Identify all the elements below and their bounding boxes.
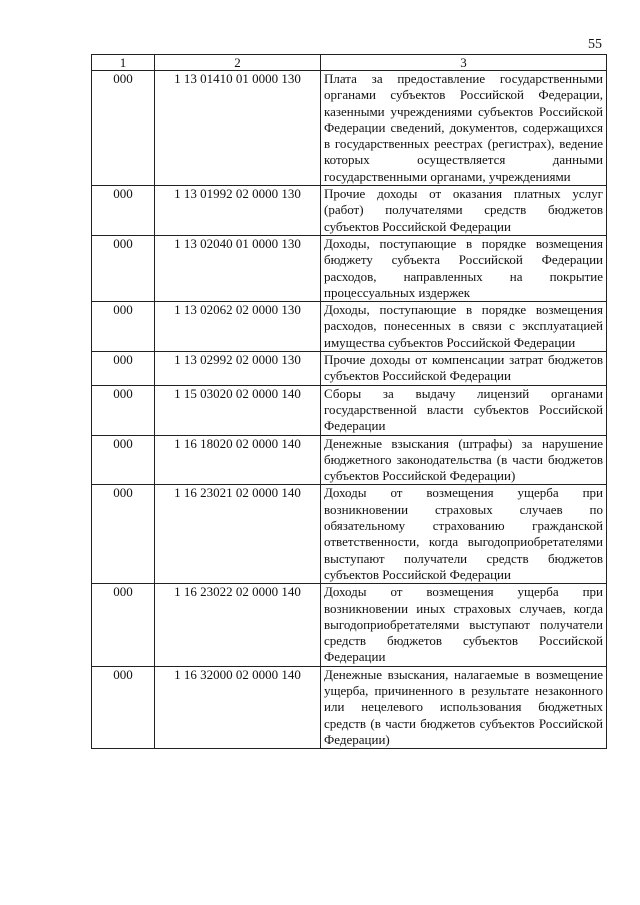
revenue-name-cell: Плата за предоставление государственными органами субъектов Российской Федерации, казенными учреждениями субъектов Российской Федерации сведений, документов, содержащихся в государственных реестрах (регистрах), ведение которых осуществляется данными государственными органами, учреждениями — [321, 71, 607, 186]
budget-revenue-table — [91, 54, 607, 749]
table-row — [92, 71, 607, 186]
header-col-1: 1 — [92, 55, 155, 71]
revenue-code-cell: 1 13 02040 01 0000 130 — [155, 235, 321, 301]
admin-code-cell: 000 — [92, 302, 155, 352]
table-row — [92, 235, 607, 301]
table-header-row — [92, 55, 607, 71]
table-row — [92, 666, 607, 748]
revenue-code-cell: 1 13 01992 02 0000 130 — [155, 186, 321, 236]
revenue-name-cell: Прочие доходы от оказания платных услуг (работ) получателями средств бюджетов субъектов Российской Федерации — [321, 186, 607, 236]
revenue-name-cell: Денежные взыскания, налагаемые в возмещение ущерба, причиненного в результате незаконного или нецелевого использования бюджетных средств (в части бюджетов субъектов Российской Федерации) — [321, 666, 607, 748]
admin-code-cell: 000 — [92, 352, 155, 386]
revenue-name-cell: Денежные взыскания (штрафы) за нарушение бюджетного законодательства (в части бюджетов субъектов Российской Федерации) — [321, 435, 607, 485]
revenue-code-cell: 1 16 23021 02 0000 140 — [155, 485, 321, 584]
admin-code-cell: 000 — [92, 385, 155, 435]
admin-code-cell: 000 — [92, 186, 155, 236]
table-row — [92, 485, 607, 584]
admin-code-cell: 000 — [92, 485, 155, 584]
header-col-3: 3 — [321, 55, 607, 71]
admin-code-cell: 000 — [92, 435, 155, 485]
revenue-name-cell: Доходы, поступающие в порядке возмещения расходов, понесенных в связи с эксплуатацией имущества субъектов Российской Федерации — [321, 302, 607, 352]
revenue-code-cell: 1 15 03020 02 0000 140 — [155, 385, 321, 435]
admin-code-cell: 000 — [92, 584, 155, 666]
revenue-code-cell: 1 13 01410 01 0000 130 — [155, 71, 321, 186]
revenue-name-cell: Доходы от возмещения ущерба при возникновении страховых случаев по обязательному страхованию гражданской ответственности, когда выгодоприобретателями выступают получатели средств бюджетов субъектов Российской Федерации — [321, 485, 607, 584]
table-row — [92, 435, 607, 485]
table-row — [92, 385, 607, 435]
admin-code-cell: 000 — [92, 235, 155, 301]
revenue-name-cell: Сборы за выдачу лицензий органами государственной власти субъектов Российской Федерации — [321, 385, 607, 435]
revenue-code-cell: 1 16 18020 02 0000 140 — [155, 435, 321, 485]
revenue-code-cell: 1 13 02992 02 0000 130 — [155, 352, 321, 386]
revenue-code-cell: 1 13 02062 02 0000 130 — [155, 302, 321, 352]
admin-code-cell: 000 — [92, 71, 155, 186]
revenue-code-cell: 1 16 23022 02 0000 140 — [155, 584, 321, 666]
table-row — [92, 352, 607, 386]
page-number: 55 — [588, 37, 602, 52]
revenue-name-cell: Доходы, поступающие в порядке возмещения бюджету субъекта Российской Федерации расходов, направленных на покрытие процессуальных издержек — [321, 235, 607, 301]
admin-code-cell: 000 — [92, 666, 155, 748]
header-col-2: 2 — [155, 55, 321, 71]
revenue-name-cell: Доходы от возмещения ущерба при возникновении иных страховых случаев, когда выгодоприобретателями выступают получатели средств бюджетов субъектов Российской Федерации — [321, 584, 607, 666]
table-row — [92, 186, 607, 236]
revenue-name-cell: Прочие доходы от компенсации затрат бюджетов субъектов Российской Федерации — [321, 352, 607, 386]
table-row — [92, 584, 607, 666]
table-row — [92, 302, 607, 352]
revenue-code-cell: 1 16 32000 02 0000 140 — [155, 666, 321, 748]
